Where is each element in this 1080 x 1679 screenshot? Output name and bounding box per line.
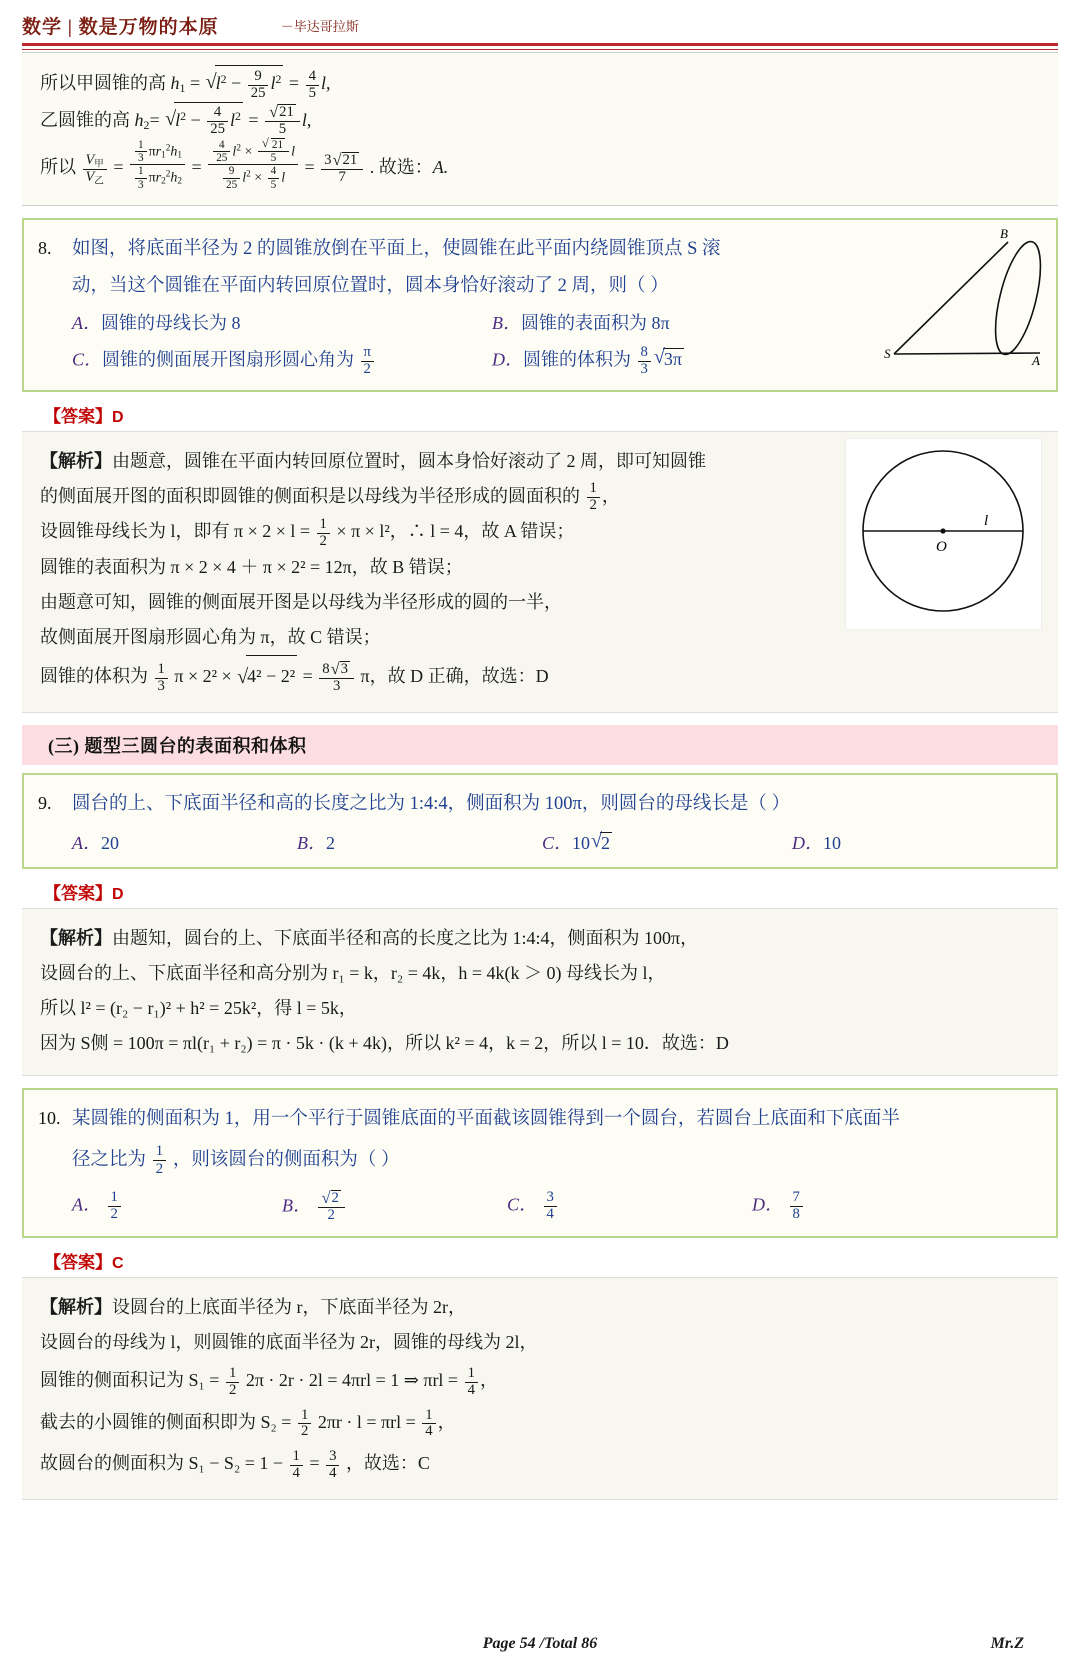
sqrt-1: √ $l^2$ − $\frac{9}{25}$ $l^2$	[206, 65, 284, 102]
solution-line-3-tail: . 故选：	[369, 157, 433, 178]
exp8-line-4: 圆锥的表面积为 π × 2 × 4 ＋ π × 2² = 12π，故 B 错误；	[40, 556, 463, 577]
page-number: Page 54 /Total 86	[482, 1635, 598, 1652]
question-10-line-1	[38, 1100, 1042, 1138]
solution-line-2-prefix: 乙圆锥的高	[40, 109, 130, 130]
exp9-line-1: 【解析】由题知，圆台的上、下底面半径和高的长度之比为 1:4:4，侧面积为 100π，	[40, 927, 699, 948]
question-10-number: 10.	[38, 1107, 61, 1128]
volume-ratio-frac: $\frac{V_甲}{V_乙}$	[83, 153, 107, 187]
option-8-D[interactable]: D．圆锥的体积为 $\frac{8}{3}$ √ 3π	[492, 345, 685, 378]
question-9-number: 9.	[38, 792, 52, 813]
question-8-text-2: 动，当这个圆锥在平面内转回原位置时，圆本身恰好滚动了 2 周，则（ ）	[72, 275, 669, 296]
question-9-text: 圆台的上、下底面半径和高的长度之比为 1:4:4，侧面积为 100π，则圆台的母线长是（ ）	[72, 793, 790, 814]
question-8-answer	[22, 392, 1058, 431]
header-title: 数学 | 数是万物的本原	[22, 17, 219, 38]
question-10-line-2: 径之比为 $\frac{1}{2}$ ，则该圆台的侧面积为（ ）	[72, 1142, 400, 1177]
question-10-box	[22, 1088, 1058, 1238]
solution-answer-letter: A.	[432, 157, 449, 178]
solution-continued-box	[22, 52, 1058, 206]
exp9-line-3: 所以 l² = (r₂ − r₁)² + h² = 25k²，得 l = 5k，	[40, 997, 357, 1018]
answer-label-8: 【答案】	[44, 406, 112, 426]
solution-line-3: 所以 $\frac{V_甲}{V_乙}$ = $\frac{1}{3}$ $\pi r_1^2h_1$ $\frac{1}{3}$ $\pi r_2^2h_2$ = $\frac{4}{25}$ $l^2$ × √ $\frac{21}{5}$ l $\frac{9}{25}$ $l^2$ × $\frac{4}{5}$ l = $\frac{3 √ 21}{7}$ . 故选：A.	[40, 138, 1040, 191]
option-9-A[interactable]: A．20	[72, 832, 119, 853]
option-8-C[interactable]: C．圆锥的侧面展开图扇形圆心角为 $\frac{\pi}{2}$	[72, 345, 492, 378]
explain-label-9: 【解析】	[40, 927, 112, 948]
question-9-explanation	[22, 908, 1058, 1076]
question-10-explanation	[22, 1277, 1058, 1499]
sqrt-2: √ $l^2$ − $\frac{4}{25}$ $l^2$	[165, 102, 243, 139]
question-10-answer	[22, 1238, 1058, 1277]
page-header	[22, 0, 1058, 46]
cone-label-S: S	[884, 345, 891, 361]
answer-label-10: 【答案】	[44, 1253, 112, 1273]
exp8-line-6: 故侧面展开图扇形圆心角为 π，故 C 错误；	[40, 627, 381, 648]
question-9-box	[22, 773, 1058, 869]
frac-4-5: $\frac{4}{5}$	[306, 69, 319, 102]
cone-label-B: B	[1000, 225, 1008, 241]
solution-line-3-prefix: 所以	[40, 157, 76, 178]
question-8-box	[22, 218, 1058, 392]
h1-subscript: 1	[179, 80, 186, 95]
solution-line-1: 所以甲圆锥的高 $h_1$ = √ $l^2$ − $\frac{9}{25}$ $l^2$ = $\frac{4}{5}$ l,	[40, 65, 1040, 102]
page-footer	[0, 1635, 1080, 1653]
option-8-A[interactable]: A．圆锥的母线长为 8	[72, 312, 241, 333]
option-9-C[interactable]: C．10 √ 2	[542, 829, 792, 855]
question-10-options	[38, 1190, 1042, 1224]
exp8-line-2: 的侧面展开图的面积即圆锥的侧面积是以母线为半径形成的圆面积的 $\frac{1}{2}$ ，	[40, 480, 620, 514]
question-9-answer	[22, 869, 1058, 908]
question-8-number: 8.	[38, 237, 52, 258]
explain-label-10: 【解析】	[40, 1297, 112, 1318]
question-10-text-1: 某圆锥的侧面积为 1，用一个平行于圆锥底面的平面截该圆锥得到一个圆台，若圆台上底面和下底面半	[72, 1108, 900, 1129]
exp8-line-3: 设圆锥母线长为 l，即有 π × 2 × l = $\frac{1}{2}$ × π × l²，∴ l = 4，故 A 错误；	[40, 516, 575, 549]
option-10-A[interactable]: A． $\frac{1}{2}$	[72, 1190, 282, 1224]
question-8-text-1: 如图，将底面半径为 2 的圆锥放倒在平面上，使圆锥在此平面内绕圆锥顶点 S 滚	[72, 238, 721, 259]
option-10-B[interactable]: B． √ $\frac{2}{2}$	[282, 1190, 507, 1224]
exp8-line-5: 由题意可知，圆锥的侧面展开图是以母线为半径形成的圆的一半，	[40, 592, 562, 612]
ratio-expanded-2: $\frac{4}{25}$ $l^2$ × √ $\frac{21}{5}$ l $\frac{9}{25}$ $l^2$ × $\frac{4}{5}$ l	[208, 138, 298, 191]
cone-label-A: A	[1032, 352, 1040, 366]
answer-value-8: D	[112, 408, 124, 426]
section-header: (三) 题型三圆台的表面积和体积	[22, 725, 1058, 765]
h2-symbol: h	[134, 109, 144, 130]
option-8-B[interactable]: B．圆锥的表面积为 8π	[492, 312, 670, 333]
header-quote: －毕达哥拉斯	[280, 19, 359, 34]
option-10-C[interactable]: C． $\frac{3}{4}$	[507, 1190, 752, 1224]
answer-label-9: 【答案】	[44, 883, 112, 903]
question-8-explanation	[22, 431, 1058, 713]
header-rule	[22, 43, 1058, 46]
explain-label-8: 【解析】	[40, 450, 112, 471]
exp10-line-3: 圆锥的侧面积记为 S₁ = $\frac{1}{2}$ 2π · 2r · 2l = 4πrl = 1 ⇒ πrl = $\frac{1}{4}$ ，	[40, 1365, 498, 1399]
option-9-B[interactable]: B．2	[297, 832, 335, 853]
exp9-line-2: 设圆台的上、下底面半径和高分别为 r₁ = k，r₂ = 4k，h = 4k(k ＞ 0) 母线长为 l，	[40, 962, 666, 983]
ratio-result: $\frac{3 √ 21}{7}$	[321, 152, 363, 186]
author-signature: Mr.Z	[990, 1635, 1024, 1652]
solution-line-2: 乙圆锥的高 $h_2=$ √ $l^2$ − $\frac{4}{25}$ $l^2$ = √ $\frac{21}{5}$ l,	[40, 102, 1040, 139]
exp10-line-1: 【解析】设圆台的上底面半径为 r，下底面半径为 2r，	[40, 1297, 466, 1318]
circle-with-radius-diagram	[845, 438, 1042, 630]
exp10-line-4: 截去的小圆锥的侧面积即为 S₂ = $\frac{1}{2}$ 2πr · l = πrl = $\frac{1}{4}$ ，	[40, 1406, 456, 1440]
ratio-expanded-1: $\frac{1}{3}$ $\pi r_1^2h_1$ $\frac{1}{3}$ $\pi r_2^2h_2$	[130, 139, 185, 191]
h2-subscript: 2	[143, 117, 150, 132]
cone-rolling-diagram	[882, 226, 1052, 366]
answer-value-10: C	[112, 1255, 124, 1273]
header-rule-thin	[22, 49, 1058, 50]
exp10-line-5: 故圆台的侧面积为 S₁ − S₂ = 1 − $\frac{1}{4}$ = $\frac{3}{4}$ ，故选：C	[40, 1447, 430, 1481]
circle-label-O: O	[936, 538, 947, 555]
exp9-line-4: 因为 S侧 = 100π = πl(r₁ + r₂) = π · 5k · (k + 4k)，所以 k² = 4，k = 2，所以 l = 10．故选：D	[40, 1032, 729, 1053]
frac-sqrt21-5: √ $\frac{21}{5}$	[265, 104, 300, 138]
exp8-line-1: 【解析】由题意，圆锥在平面内转回原位置时，圆本身恰好滚动了 2 周，即可知圆锥	[40, 450, 706, 471]
h1-symbol: h	[170, 73, 180, 93]
question-9-options	[38, 829, 1042, 855]
answer-value-9: D	[112, 885, 124, 903]
option-9-D[interactable]: D．10	[792, 832, 841, 853]
question-9-line-1	[38, 785, 1042, 823]
option-10-D[interactable]: D． $\frac{7}{8}$	[752, 1190, 805, 1224]
solution-line-1-prefix: 所以甲圆锥的高	[40, 73, 166, 93]
exp10-line-2: 设圆台的母线为 l，则圆锥的底面半径为 2r，圆锥的母线为 2l，	[40, 1332, 538, 1353]
exp8-line-7: 圆锥的体积为 $\frac{1}{3}$ π × 2² × √ 4² − 2² = $\frac{8 √ 3}{3}$ π，故 D 正确，故选：D	[40, 655, 1040, 697]
circle-label-l: l	[984, 512, 989, 529]
